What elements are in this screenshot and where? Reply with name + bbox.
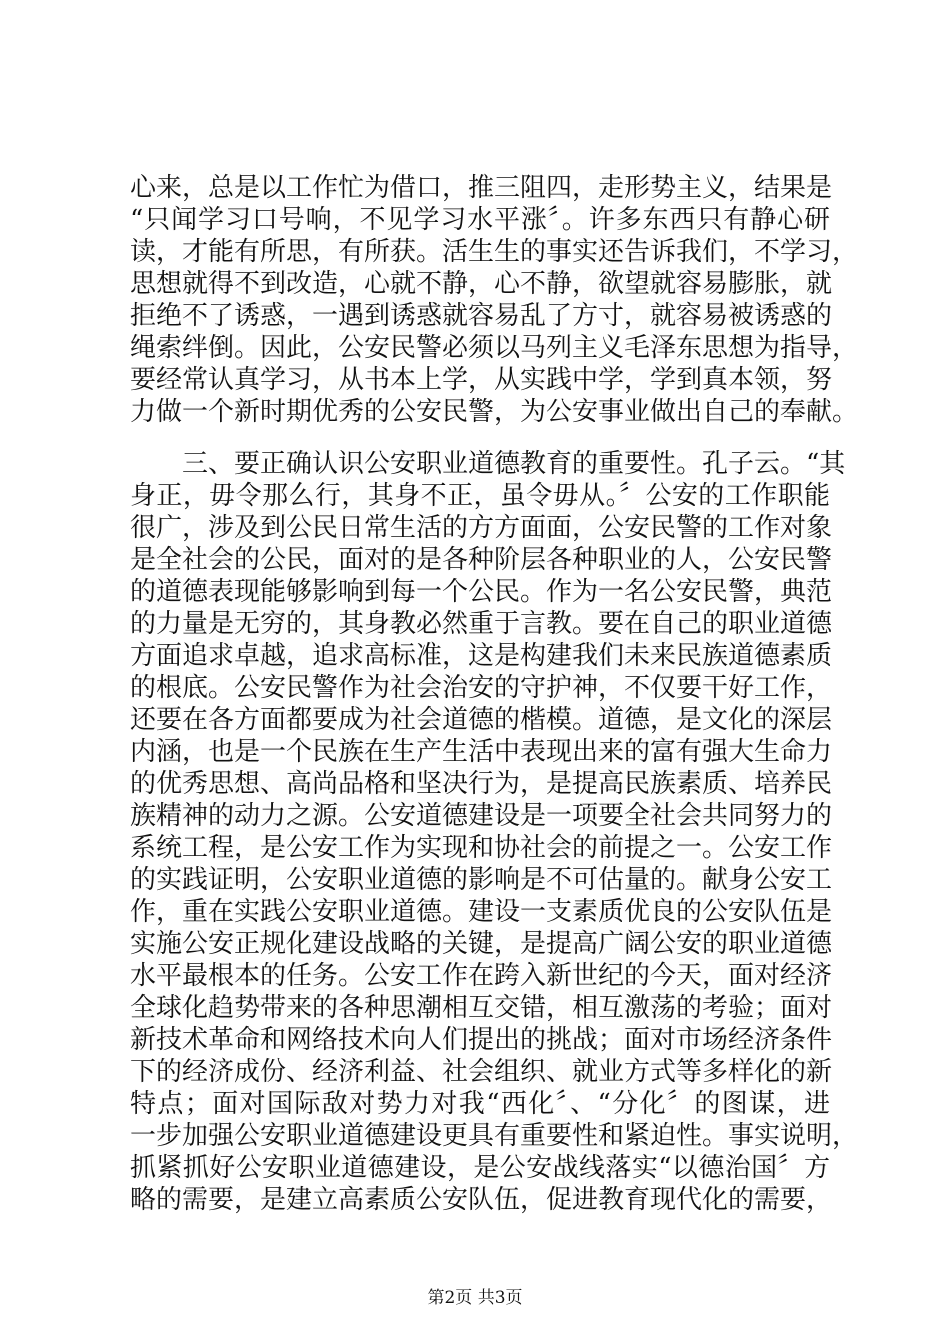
paragraph-line: “只闻学习口号响，不见学习水平涨〞。许多东西只有静心研	[130, 205, 830, 235]
paragraph-line: 的力量是无穷的，其身教必然重于言教。要在自己的职业道德	[130, 609, 833, 639]
paragraph-line: 新技术革命和网络技术向人们提出的挑战；面对市场经济条件	[130, 1025, 833, 1055]
paragraph-line: 特点；面对国际敌对势力对我“西化〞、“分化〞的图谋，进	[130, 1089, 830, 1119]
paragraph-2	[130, 448, 859, 1216]
paragraph-line: 读，才能有所思，有所获。活生生的事实还告诉我们，不学习，	[130, 237, 859, 267]
paragraph-line: 的根底。公安民警作为社会治安的守护神，不仅要干好工作，	[130, 673, 833, 703]
paragraph-line: 绳索绊倒。因此，公安民警必须以马列主义毛泽东思想为指导，	[130, 333, 859, 363]
paragraph-line: 抓紧抓好公安职业道德建设，是公安战线落实“以德治国〞方	[130, 1153, 830, 1183]
paragraph-line: 三、要正确认识公安职业道德教育的重要性。孔子云。“其	[130, 449, 846, 479]
paragraph-line: 一步加强公安职业道德建设更具有重要性和紧迫性。事实说明，	[130, 1121, 859, 1151]
paragraph-1	[130, 172, 859, 428]
paragraph-line: 要经常认真学习，从书本上学，从实践中学，学到真本领，努	[130, 365, 833, 395]
paragraph-line: 全球化趋势带来的各种思潮相互交错，相互激荡的考验；面对	[130, 993, 833, 1023]
paragraph-line: 实施公安正规化建设战略的关键，是提高广阔公安的职业道德	[130, 929, 833, 959]
paragraph-line: 族精神的动力之源。公安道德建设是一项要全社会共同努力的	[130, 801, 833, 831]
paragraph-line: 的道德表现能够影响到每一个公民。作为一名公安民警，典范	[130, 577, 833, 607]
paragraph-line: 还要在各方面都要成为社会道德的楷模。道德，是文化的深层	[130, 705, 833, 735]
paragraph-line: 心来，总是以工作忙为借口，推三阻四，走形势主义，结果是	[130, 173, 833, 203]
paragraph-line: 的优秀思想、高尚品格和坚决行为，是提高民族素质、培养民	[130, 769, 833, 799]
paragraph-line: 很广，涉及到公民日常生活的方方面面，公安民警的工作对象	[130, 513, 833, 543]
paragraph-line: 水平最根本的任务。公安工作在跨入新世纪的今天，面对经济	[130, 961, 833, 991]
paragraph-line: 力做一个新时期优秀的公安民警，为公安事业做出自己的奉献。	[130, 397, 859, 427]
paragraph-line: 方面追求卓越，追求高标准，这是构建我们未来民族道德素质	[130, 641, 833, 671]
paragraph-line: 下的经济成份、经济利益、社会组织、就业方式等多样化的新	[130, 1057, 833, 1087]
paragraph-line: 系统工程，是公安工作为实现和协社会的前提之一。公安工作	[130, 833, 833, 863]
page-number-footer: 第2页 共3页	[427, 1288, 523, 1308]
paragraph-line: 拒绝不了诱惑，一遇到诱惑就容易乱了方寸，就容易被诱惑的	[130, 301, 833, 331]
paragraph-line: 身正，毋令那么行，其身不正，虽令毋从。〞公安的工作职能	[130, 481, 830, 511]
paragraph-line: 略的需要，是建立高素质公安队伍，促进教育现代化的需要，	[130, 1185, 833, 1215]
paragraph-line: 思想就得不到改造，心就不静，心不静，欲望就容易膨胀，就	[130, 269, 833, 299]
paragraph-line: 的实践证明，公安职业道德的影响是不可估量的。献身公安工	[130, 865, 833, 895]
paragraph-line: 内涵，也是一个民族在生产生活中表现出来的富有强大生命力	[130, 737, 833, 767]
paragraph-line: 是全社会的公民，面对的是各种阶层各种职业的人，公安民警	[130, 545, 833, 575]
paragraph-line: 作，重在实践公安职业道德。建设一支素质优良的公安队伍是	[130, 897, 833, 927]
